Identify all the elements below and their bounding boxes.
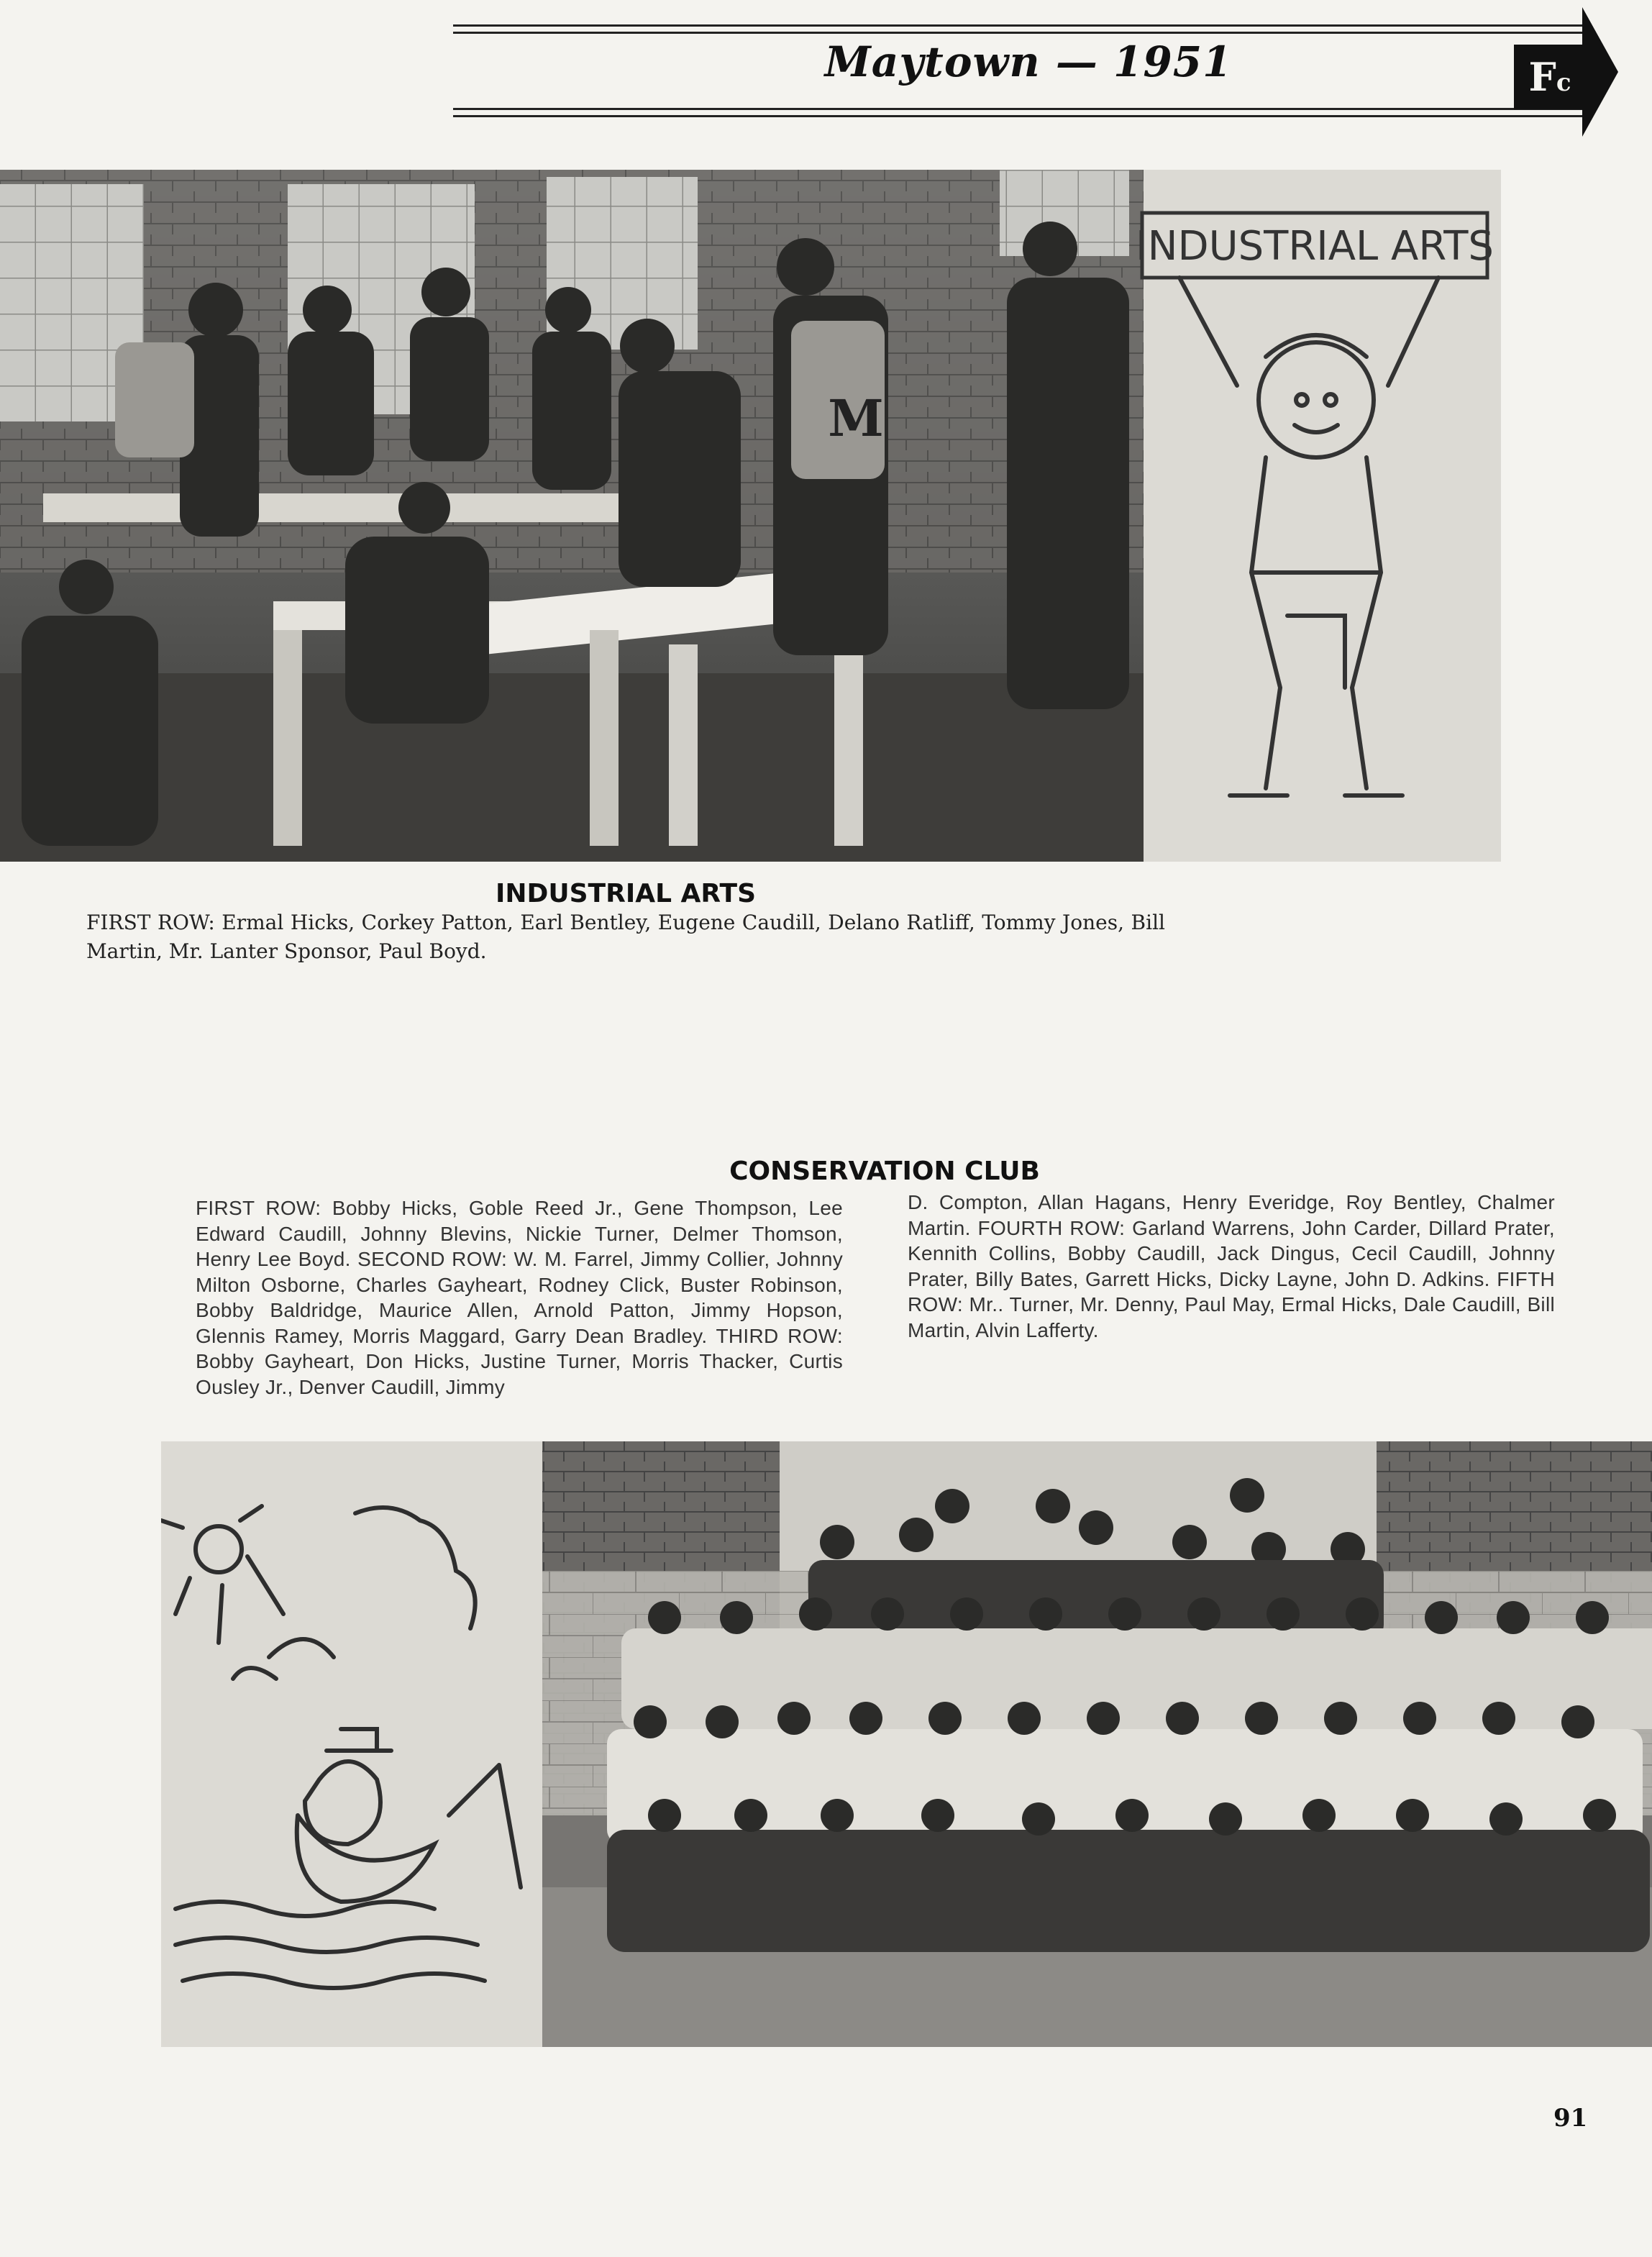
conservation-club-heading: CONSERVATION CLUB: [729, 1157, 1040, 1186]
yearbook-title: Maytown — 1951: [824, 37, 1233, 86]
conservation-club-caption-col2: [908, 1190, 1555, 1343]
industrial-arts-caption: [86, 908, 1165, 966]
page-header: [453, 7, 1633, 137]
header-rule-bottom-2: [453, 115, 1582, 117]
industrial-arts-photo: [0, 170, 1501, 862]
page-number: 91: [1553, 2104, 1588, 2133]
conservation-club-caption-col1: [196, 1195, 843, 1400]
header-rule-bottom: [453, 108, 1582, 110]
header-rule-top: [453, 24, 1582, 27]
header-rule-top-2: [453, 32, 1582, 34]
conservation-club-photo: [161, 1441, 1652, 2047]
conservation-names-col2: D. Compton, Allan Hagans, Henry Everidge, Roy Bentley, Chalmer Martin. FOURTH ROW: Garland Warrens, John Carder, Dillard Prater, Kennith Collins, Bobby Caudill, Jack Dingus, Cecil Caudill, Johnny Prater, Billy Bates, Garrett Hicks, Dicky Layne, John D. Adkins. FIFTH ROW: Mr.. Turner, Mr. Denny, Paul May, Ermal Hicks, Dale Caudill, Bill Martin, Alvin Lafferty.: [908, 1191, 1555, 1341]
svg-text:M: M: [828, 388, 884, 448]
conservation-names-col1: FIRST ROW: Bobby Hicks, Goble Reed Jr., Gene Thompson, Lee Edward Caudill, Johnny Blevins, Nickie Turner, Delmer Thomson, Henry Lee Boyd. SECOND ROW: W. M. Farrel, Jimmy Collier, Johnny Milton Osborne, Charles Gayheart, Rodney Click, Buster Robinson, Bobby Baldridge, Maurice Allen, Arnold Patton, Jimmy Hopson, Glennis Ramey, Morris Maggard, Garry Dean Bradley. THIRD ROW: Bobby Gayheart, Don Hicks, Justine Turner, Morris Thacker, Curtis Ousley Jr., Denver Caudill, Jimmy: [196, 1197, 843, 1398]
shop-sign-text: INDUSTRIAL ARTS: [1136, 223, 1494, 270]
industrial-arts-names: FIRST ROW: Ermal Hicks, Corkey Patton, Earl Bentley, Eugene Caudill, Delano Ratliff, Tommy Jones, Bill Martin, Mr. Lanter Sponsor, Paul Boyd.: [86, 911, 1165, 963]
section-tab: Fc: [1514, 45, 1586, 109]
industrial-arts-heading: INDUSTRIAL ARTS: [495, 879, 757, 908]
